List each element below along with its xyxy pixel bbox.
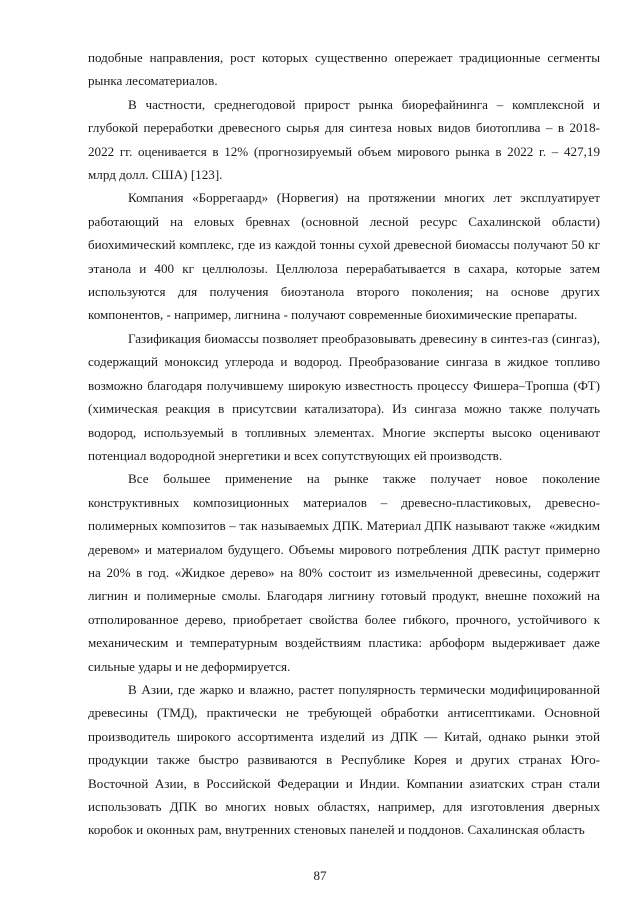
page-number: 87 <box>313 868 327 883</box>
paragraph-continuation: подобные направления, рост которых существенно опережает традиционные сегменты рынка лесоматериалов. <box>88 50 600 89</box>
paragraph-wpc-materials: Все большее применение на рынке также получает новое поколение конструктивных композиционных материалов – древесно-пластиковых, древесно-полимерных композитов – так называемых ДПК. Материал ДПК называют также «жидким деревом» и материалом будущего. Объемы мирового потребления ДПК растут примерно на 20% в год. «Жидкое дерево» на 80% состоит из измельченной древесины, содержит лигнин и полимерные смолы. Благодаря лигнину готовый продукт, внешне похожий на отполированное дерево, приобретает свойства более гибкого, прочного, устойчивого к механическим и температурным воздействиям пластика: арбоформ выдерживает даже сильные удары и не деформируется. <box>88 471 600 674</box>
document-body <box>88 46 600 842</box>
paragraph-biorefining: В частности, среднегодовой прирост рынка биорефайнинга – комплексной и глубокой переработки древесного сырья для синтеза новых видов биотоплива – в 2018-2022 гг. оценивается в 12% (прогнозируемый объем мирового рынка в 2022 г. – 427,19 млрд долл. США) [123]. <box>88 96 600 183</box>
paragraph-borregaard: Компания «Боррегаард» (Норвегия) на протяжении многих лет эксплуатирует работающий на еловых бревнах (основной лесной ресурс Сахалинской области) биохимический комплекс, где из каждой тонны сухой древесной биомассы получают 50 кг этанола и 400 кг целлюлозы. Целлюлоза перерабатывается в сахара, которые затем используются для получения биоэтанола второго поколения; на основе других компонентов, - например, лигнина - получают современные биохимические препараты. <box>88 190 600 323</box>
paragraph-gasification: Газификация биомассы позволяет преобразовывать древесину в синтез-газ (сингаз), содержащий моноксид углерода и водород. Преобразование сингаза в жидкое топливо возможно благодаря получившему широкую известность процессу Фишера–Тропша (ФТ) (химическая реакция в присутсвии катализатора). Из сингаза можно также получать водород, используемый в топливных элементах. Многие эксперты высоко оценивают потенциал водородной энергетики и всех сопутствующих ей производств. <box>88 330 600 463</box>
paragraph-asia-market: В Азии, где жарко и влажно, растет популярность термически модифицированной древесины (ТМД), практически не требующей обработки антисептиками. Основной производитель широкого ассортимента изделий из ДПК — Китай, однако рынки этой продукции также быстро развиваются в Республике Корея и других странах Юго-Восточной Азии, в Российской Федерации и Индии. Компании азиатских стран стали использовать ДПК во многих новых областях, например, для изготовления дверных коробок и оконных рам, внутренних стеновых панелей и поддонов. Сахалинская область <box>88 681 600 838</box>
